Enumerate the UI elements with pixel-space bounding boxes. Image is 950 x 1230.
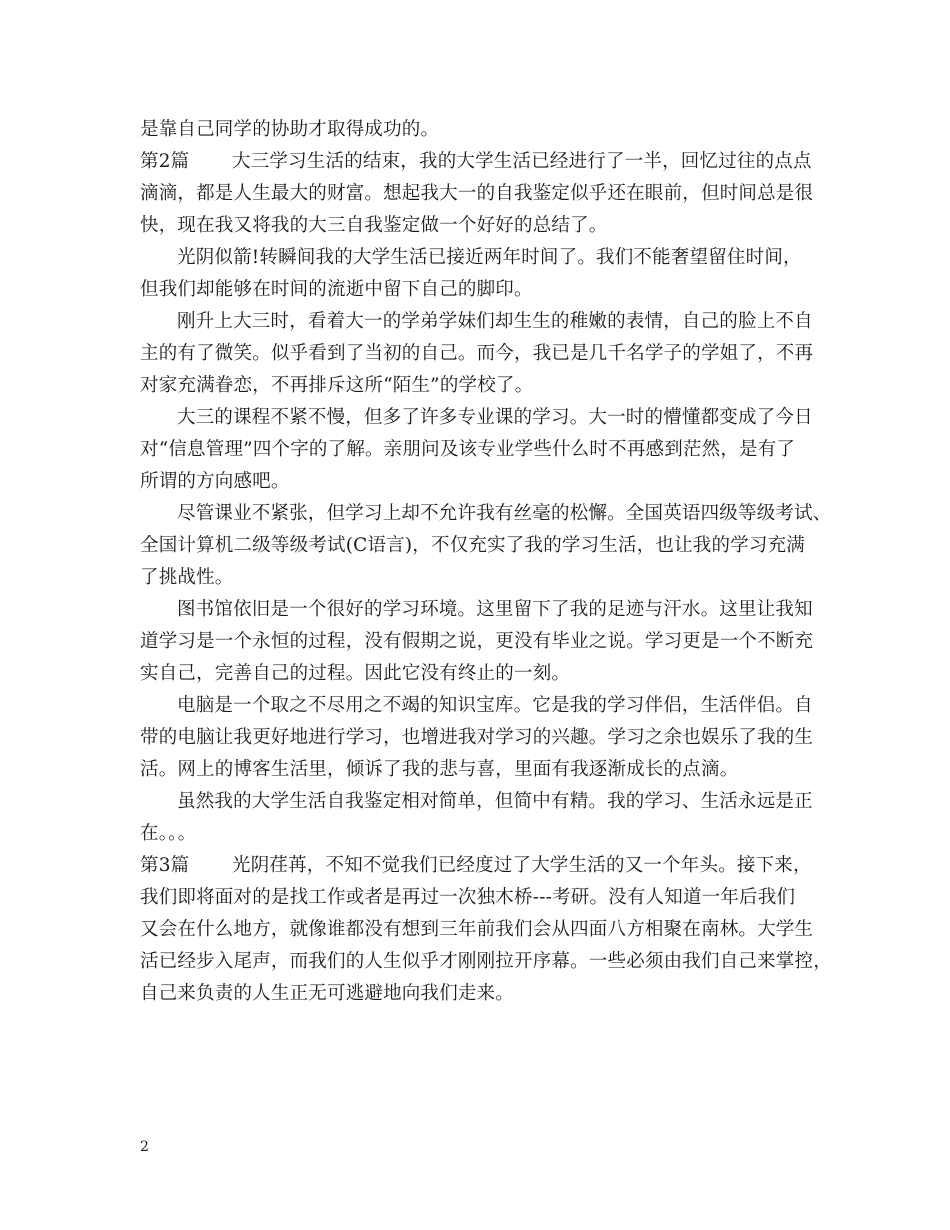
text-line: 活已经步入尾声，而我们的人生似乎才刚刚拉开序幕。一些必须由我们自己来掌控， bbox=[140, 951, 832, 972]
paragraph-first-line: 尽管课业不紧张，但学习上却不允许我有丝毫的松懈。全国英语四级等级考试、 bbox=[177, 503, 832, 524]
paragraph-first-line: 图书馆依旧是一个很好的学习环境。这里留下了我的足迹与汗水。这里让我知 bbox=[177, 599, 813, 620]
document-body bbox=[140, 114, 832, 1010]
text-line: 对“信息管理”四个字的了解。亲朋问及该专业学些什么时不再感到茫然，是有了 bbox=[140, 439, 796, 460]
paragraph-first-line: 虽然我的大学生活自我鉴定相对简单，但简中有精。我的学习、生活永远是正 bbox=[177, 791, 813, 812]
text-line: 自己来负责的人生正无可逃避地向我们走来。 bbox=[140, 983, 515, 1004]
text-line: 大三学习生活的结束，我的大学生活已经进行了一半，回忆过往的点点 bbox=[232, 151, 812, 172]
text-line: 滴滴，都是人生最大的财富。想起我大一的自我鉴定似乎还在眼前，但时间总是很 bbox=[140, 183, 814, 204]
section-heading-line bbox=[140, 850, 812, 882]
text-line: 是靠自己同学的协助才取得成功的。 bbox=[140, 119, 440, 140]
text-line: 带的电脑让我更好地进行学习，也增进我对学习的兴趣。学习之余也娱乐了我的生 bbox=[140, 727, 814, 748]
text-line: 但我们却能够在时间的流逝中留下自己的脚印。 bbox=[140, 279, 533, 300]
text-line: 道学习是一个永恒的过程，没有假期之说，更没有毕业之说。学习更是一个不断充 bbox=[140, 631, 814, 652]
text-line: 对家充满眷恋，不再排斥这所“陌生”的学校了。 bbox=[140, 375, 534, 396]
paragraph-first-line: 电脑是一个取之不尽用之不竭的知识宝库。它是我的学习伴侣，生活伴侣。自 bbox=[177, 695, 813, 716]
paragraph-first-line: 刚升上大三时，看着大一的学弟学妹们却生生的稚嫩的表情，自己的脸上不自 bbox=[177, 311, 813, 332]
text-line: 全国计算机二级等级考试(C语言)，不仅充实了我的学习生活，也让我的学习充满 bbox=[140, 535, 805, 556]
text-line: 在。。。 bbox=[140, 823, 197, 844]
text-line: 实自己，完善自己的过程。因此它没有终止的一刻。 bbox=[140, 663, 571, 684]
text-line: 所谓的方向感吧。 bbox=[140, 471, 290, 492]
text-line: 活。网上的博客生活里，倾诉了我的悲与喜，里面有我逐渐成长的点滴。 bbox=[140, 759, 739, 780]
text-line: 又会在什么地方，就像谁都没有想到三年前我们会从四面八方相聚在南林。大学生 bbox=[140, 919, 814, 940]
section-heading-line bbox=[140, 146, 812, 178]
page-number: 2 bbox=[140, 1139, 149, 1155]
text-line: 我们即将面对的是找工作或者是再过一次独木桥---考研。没有人知道一年后我们 bbox=[140, 887, 796, 908]
text-line: 了挑战性。 bbox=[140, 567, 234, 588]
text-line: 主的有了微笑。似乎看到了当初的自己。而今，我已是几千名学子的学姐了，不再 bbox=[140, 343, 814, 364]
text-line: 快，现在我又将我的大三自我鉴定做一个好好的总结了。 bbox=[140, 215, 608, 236]
section-label: 第2篇 bbox=[140, 151, 190, 172]
section-label: 第3篇 bbox=[140, 855, 190, 876]
text-line: 光阴荏苒，不知不觉我们已经度过了大学生活的又一个年头。接下来， bbox=[232, 855, 812, 876]
paragraph-first-line: 光阴似箭!转瞬间我的大学生活已接近两年时间了。我们不能奢望留住时间， bbox=[177, 247, 802, 268]
paragraph-first-line: 大三的课程不紧不慢，但多了许多专业课的学习。大一时的懵懂都变成了今日 bbox=[177, 407, 813, 428]
